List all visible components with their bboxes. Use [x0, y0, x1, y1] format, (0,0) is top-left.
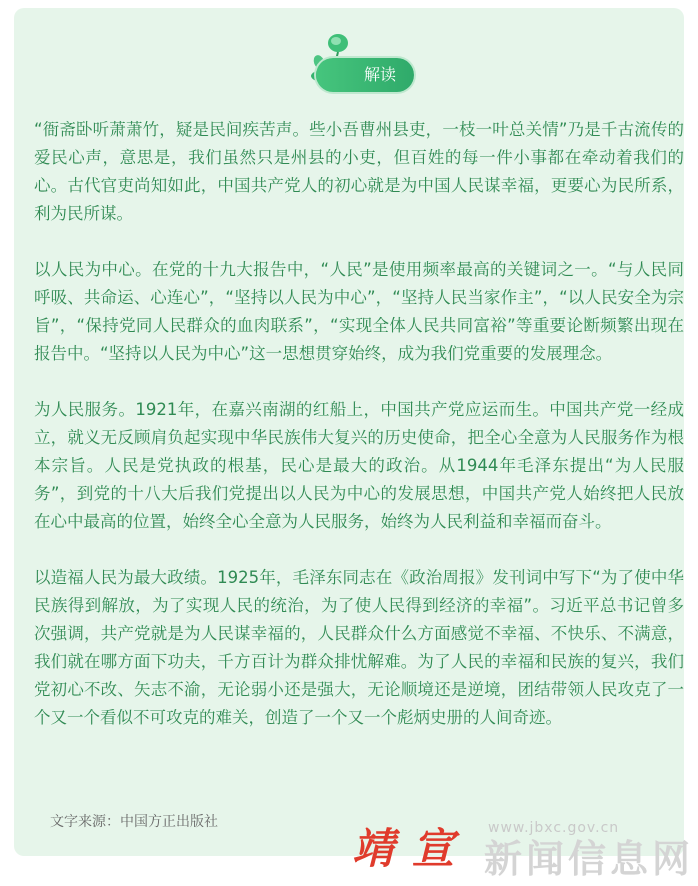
watermark-logo-red: 靖宣 [352, 824, 473, 873]
source-credit: 文字来源：中国方正出版社 [50, 814, 218, 830]
section-badge [310, 30, 420, 100]
watermark-url: www.jbxc.gov.cn [488, 820, 620, 836]
article-body [34, 116, 684, 760]
paragraph-serve-people: 为人民服务。1921年，在嘉兴南湖的红船上，中国共产党应运而生。中国共产党一经成立，就义无反顾肩负起实现中华民族伟大复兴的历史使命，把全心全意为人民服务作为根本宗旨。人民是党执政的根基，民心是最大的政治。从1944年毛泽东提出“为人民服务”，到党的十八大后我们党提出以人民为中心的发展思想，中国共产党人始终把人民放在心中最高的位置，始终全心全意为人民服务，始终为人民利益和幸福而奋斗。 [34, 400, 684, 531]
watermark-logo-gray: 新闻信息网 [484, 837, 695, 881]
paragraph-benefit-people: 以造福人民为最大政绩。1925年，毛泽东同志在《政治周报》发刊词中写下“为了使中华民族得到解放，为了实现人民的统治，为了使人民得到经济的幸福”。习近平总书记曾多次强调，共产党就是为人民谋幸福的，人民群众什么方面感觉不幸福、不快乐、不满意，我们就在哪方面下功夫，千方百计为群众排忧解难。为了人民的幸福和民族的复兴，我们党初心不改、矢志不渝，无论弱小还是强大，无论顺境还是逆境，团结带领人民攻克了一个又一个看似不可攻克的难关，创造了一个又一个彪炳史册的人间奇迹。 [34, 568, 684, 727]
interpretation-badge: 解读 [316, 58, 414, 92]
paragraph-people-centered: 以人民为中心。在党的十九大报告中，“人民”是使用频率最高的关键词之一。“与人民同呼吸、共命运、心连心”，“坚持以人民为中心”，“坚持人民当家作主”，“以人民安全为宗旨”，“保持党同人民群众的血肉联系”，“实现全体人民共同富裕”等重要论断频繁出现在报告中。“坚持以人民为中心”这一思想贯穿始终，成为我们党重要的发展理念。 [34, 260, 684, 363]
paragraph-intro: “衙斋卧听萧萧竹，疑是民间疾苦声。些小吾曹州县吏，一枝一叶总关情”乃是千古流传的爱民心声，意思是，我们虽然只是州县的小吏，但百姓的每一件小事都在牵动着我们的心。古代官吏尚知如此，中国共产党人的初心就是为中国人民谋幸福，更要心为民所系，利为民所谋。 [34, 120, 684, 223]
article-card [14, 8, 684, 856]
